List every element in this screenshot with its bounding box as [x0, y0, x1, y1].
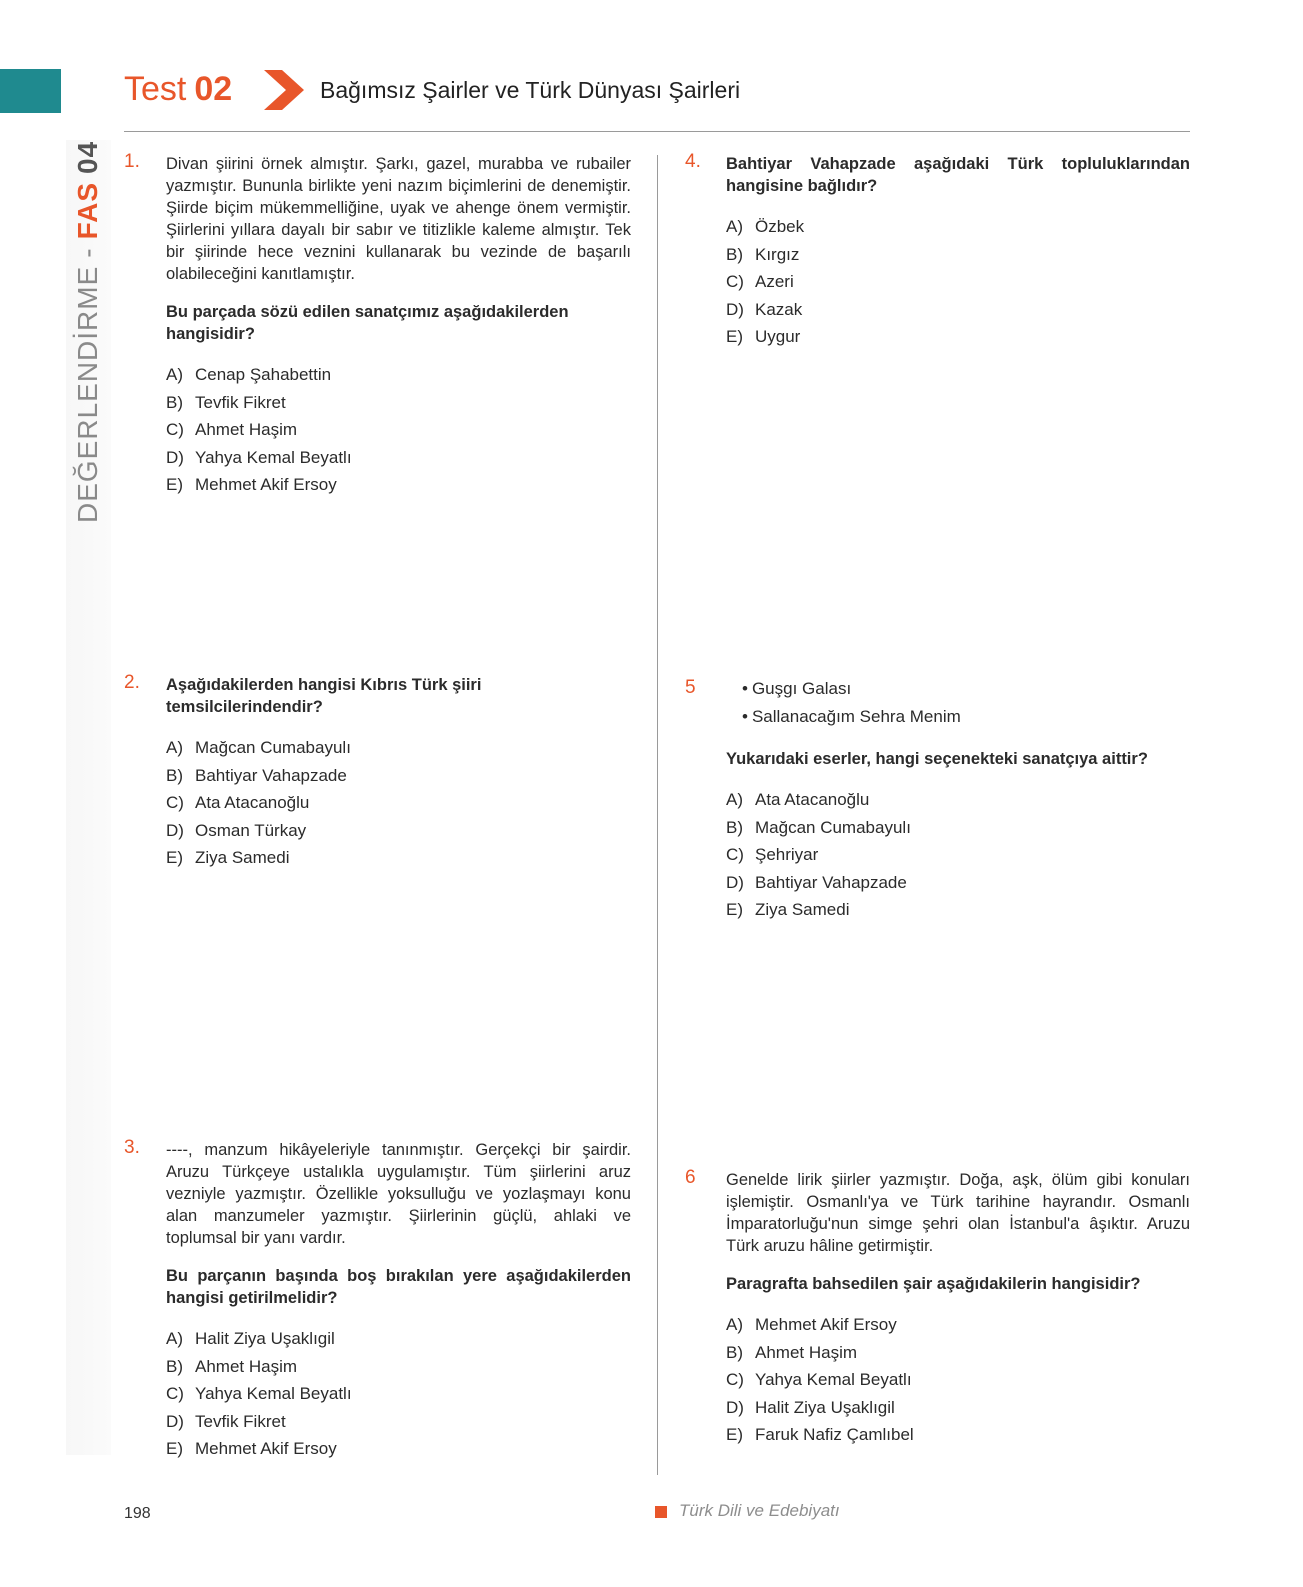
- option-letter: E): [726, 327, 743, 346]
- option-e[interactable]: [726, 896, 1190, 924]
- question-stem: Aşağıdakilerden hangisi Kıbrıs Türk şiiri temsilcilerindendir?: [166, 676, 482, 716]
- option-d[interactable]: [166, 817, 631, 845]
- option-d[interactable]: [166, 444, 631, 472]
- option-letter: E): [726, 1425, 743, 1444]
- option-letter: C): [166, 1384, 184, 1403]
- options-list: [166, 361, 631, 499]
- question-text: Divan şiirini örnek almıştır. Şarkı, gazel, murabba ve rubailer yazmıştır. Bununla birlikte yeni nazım biçimlerini de denemiştir. Şiirde biçim mükemmelliğine, uyak ve ahenge önem vermiştir. Şiirlerini yıllara dayalı bir sabır ve titizlikle kaleme almıştır. Tek bir şiirinde hece veznini kullanarak bu vezinde de başarılı olabileceğini kanıtlamıştır.: [166, 155, 631, 283]
- option-letter: C): [726, 1370, 744, 1389]
- option-letter: A): [726, 1315, 743, 1334]
- question-stem: Yukarıdaki eserler, hangi seçenekteki sanatçıya aittir?: [726, 750, 1148, 768]
- option-e[interactable]: [726, 1421, 1190, 1449]
- question-number: 6: [685, 1167, 696, 1188]
- option-text: Kırgız: [755, 244, 800, 264]
- option-a[interactable]: [166, 734, 631, 762]
- option-a[interactable]: [726, 1311, 1190, 1339]
- option-b[interactable]: [726, 241, 1190, 269]
- question-number: 4.: [685, 151, 701, 172]
- question-6: [726, 1169, 1190, 1449]
- option-text: Bahtiyar Vahapzade: [195, 765, 347, 785]
- sidebar-section-label: [70, 141, 106, 523]
- options-list: [726, 1311, 1190, 1449]
- option-letter: C): [166, 793, 184, 812]
- test-number: 02: [194, 70, 233, 108]
- option-text: Ahmet Haşim: [195, 1356, 298, 1376]
- option-e[interactable]: [166, 844, 631, 872]
- option-letter: B): [166, 1356, 183, 1376]
- question-text: Genelde lirik şiirler yazmıştır. Doğa, aşk, ölüm gibi konuları işlemiştir. Osmanlı'ya ve Türk tarihine hayrandır. Osmanlı İmparatorluğu'nun simge şehri olan İstanbul'a âşıktır. Aruzu Türk aruzu hâline getirmiştir.: [726, 1171, 1190, 1255]
- option-c[interactable]: [726, 841, 1190, 869]
- option-text: Yahya Kemal Beyatlı: [195, 1384, 352, 1403]
- option-a[interactable]: [166, 1325, 631, 1353]
- chevron-right-icon: [262, 68, 306, 112]
- option-c[interactable]: [166, 416, 631, 444]
- page-number: 198: [124, 1505, 151, 1522]
- square-bullet-icon: [655, 1506, 667, 1518]
- option-text: Yahya Kemal Beyatlı: [195, 447, 352, 467]
- option-text: Tevfik Fikret: [195, 392, 286, 412]
- option-letter: E): [166, 475, 183, 494]
- options-list: [166, 1325, 631, 1463]
- work-list: [726, 675, 1190, 730]
- question-3: [166, 1139, 631, 1463]
- question-text: ----, manzum hikâyeleriyle tanınmıştır. Gerçekçi bir şairdir. Aruzu Türkçeye ustalıkla uygulamıştır. Tüm şiirlerini aruz vezniyle yazmıştır. Özellikle yoksulluğu ve yozlaşmayı konu alan manzumeler yazmıştır. Şiirlerinin güçlü, ahlaki ve toplumsal bir yanı vardır.: [166, 1141, 631, 1247]
- option-letter: D): [166, 820, 184, 840]
- option-letter: B): [166, 765, 183, 785]
- option-a[interactable]: [726, 786, 1190, 814]
- option-letter: E): [166, 848, 183, 867]
- option-text: Mağcan Cumabayulı: [755, 817, 911, 837]
- question-stem: Bu parçanın başında boş bırakılan yere aşağıdakilerden hangisi getirilmelidir?: [166, 1267, 631, 1307]
- work-item: • Guşgı Galası: [742, 675, 1190, 703]
- option-c[interactable]: [166, 789, 631, 817]
- option-letter: D): [726, 872, 744, 892]
- option-letter: A): [166, 1329, 183, 1348]
- option-c[interactable]: [726, 1366, 1190, 1394]
- option-text: Ahmet Haşim: [755, 1342, 858, 1362]
- column-divider: [657, 155, 658, 1475]
- option-e[interactable]: [166, 471, 631, 499]
- option-d[interactable]: [166, 1408, 631, 1436]
- option-text: Ziya Samedi: [195, 848, 290, 867]
- option-a[interactable]: [726, 213, 1190, 241]
- book-title: Türk Dili ve Edebiyatı: [679, 1501, 840, 1520]
- option-b[interactable]: [726, 814, 1190, 842]
- option-letter: C): [726, 845, 744, 864]
- option-text: Halit Ziya Uşaklıgil: [195, 1329, 335, 1348]
- question-4: [726, 153, 1190, 351]
- header-divider: [124, 131, 1190, 132]
- option-text: Mehmet Akif Ersoy: [755, 1315, 897, 1334]
- sidebar-fasikul: FAS: [72, 181, 103, 240]
- option-d[interactable]: [726, 1394, 1190, 1422]
- option-text: Bahtiyar Vahapzade: [755, 872, 907, 892]
- question-stem: Paragrafta bahsedilen şair aşağıdakilerin hangisidir?: [726, 1275, 1141, 1293]
- option-d[interactable]: [726, 869, 1190, 897]
- work-item: • Sallanacağım Sehra Menim: [742, 703, 1190, 731]
- question-1: [166, 153, 631, 499]
- sidebar-separator: -: [72, 247, 103, 258]
- option-e[interactable]: [166, 1435, 631, 1463]
- option-letter: D): [726, 299, 744, 319]
- question-number: 1.: [124, 151, 140, 172]
- question-number: 5: [685, 677, 696, 698]
- option-text: Mehmet Akif Ersoy: [195, 475, 337, 494]
- option-c[interactable]: [726, 268, 1190, 296]
- option-text: Kazak: [755, 299, 803, 319]
- option-letter: E): [166, 1439, 183, 1458]
- option-text: Tevfik Fikret: [195, 1411, 286, 1431]
- test-label: [124, 67, 232, 111]
- option-c[interactable]: [166, 1380, 631, 1408]
- question-number: 2.: [124, 672, 140, 693]
- option-text: Osman Türkay: [195, 820, 307, 840]
- option-text: Cenap Şahabettin: [195, 365, 332, 384]
- option-letter: B): [726, 244, 743, 264]
- option-text: Halit Ziya Uşaklıgil: [755, 1397, 895, 1417]
- option-a[interactable]: [166, 361, 631, 389]
- option-letter: D): [166, 447, 184, 467]
- option-text: Ziya Samedi: [755, 900, 850, 919]
- option-text: Ata Atacanoğlu: [195, 793, 310, 812]
- option-letter: D): [166, 1411, 184, 1431]
- question-2: [166, 674, 631, 872]
- option-b[interactable]: [166, 389, 631, 417]
- header-teal-bar: [0, 69, 61, 113]
- option-text: Azeri: [755, 272, 794, 291]
- sidebar-number: 04: [72, 140, 103, 174]
- option-text: Uygur: [755, 327, 801, 346]
- option-letter: A): [726, 217, 743, 236]
- option-letter: A): [166, 738, 183, 757]
- option-b[interactable]: [166, 1353, 631, 1381]
- option-letter: B): [726, 1342, 743, 1362]
- option-text: Mağcan Cumabayulı: [195, 738, 351, 757]
- option-text: Özbek: [755, 217, 805, 236]
- option-text: Yahya Kemal Beyatlı: [755, 1370, 912, 1389]
- option-letter: B): [166, 392, 183, 412]
- option-text: Ata Atacanoğlu: [755, 790, 870, 809]
- option-letter: A): [166, 365, 183, 384]
- option-letter: E): [726, 900, 743, 919]
- option-letter: C): [726, 272, 744, 291]
- options-list: [726, 213, 1190, 351]
- option-letter: B): [726, 817, 743, 837]
- question-number: 3.: [124, 1137, 140, 1158]
- option-text: Şehriyar: [755, 845, 819, 864]
- question-stem: Bahtiyar Vahapzade aşağıdaki Türk topluluklarından hangisine bağlıdır?: [726, 155, 1190, 195]
- option-e[interactable]: [726, 323, 1190, 351]
- option-text: Mehmet Akif Ersoy: [195, 1439, 337, 1458]
- option-d[interactable]: [726, 296, 1190, 324]
- sidebar-label: DEĞERLENDİRME: [72, 265, 103, 523]
- page-title: Bağımsız Şairler ve Türk Dünyası Şairleri: [320, 77, 741, 103]
- option-b[interactable]: [726, 1339, 1190, 1367]
- question-stem: Bu parçada sözü edilen sanatçımız aşağıdakilerden hangisidir?: [166, 303, 569, 343]
- option-text: Faruk Nafiz Çamlıbel: [755, 1425, 914, 1444]
- options-list: [166, 734, 631, 872]
- test-word: Test: [124, 70, 187, 108]
- question-5: [726, 675, 1190, 924]
- options-list: [726, 786, 1190, 924]
- option-letter: C): [166, 420, 184, 439]
- option-b[interactable]: [166, 762, 631, 790]
- option-letter: A): [726, 790, 743, 809]
- option-letter: D): [726, 1397, 744, 1417]
- option-text: Ahmet Haşim: [195, 420, 298, 439]
